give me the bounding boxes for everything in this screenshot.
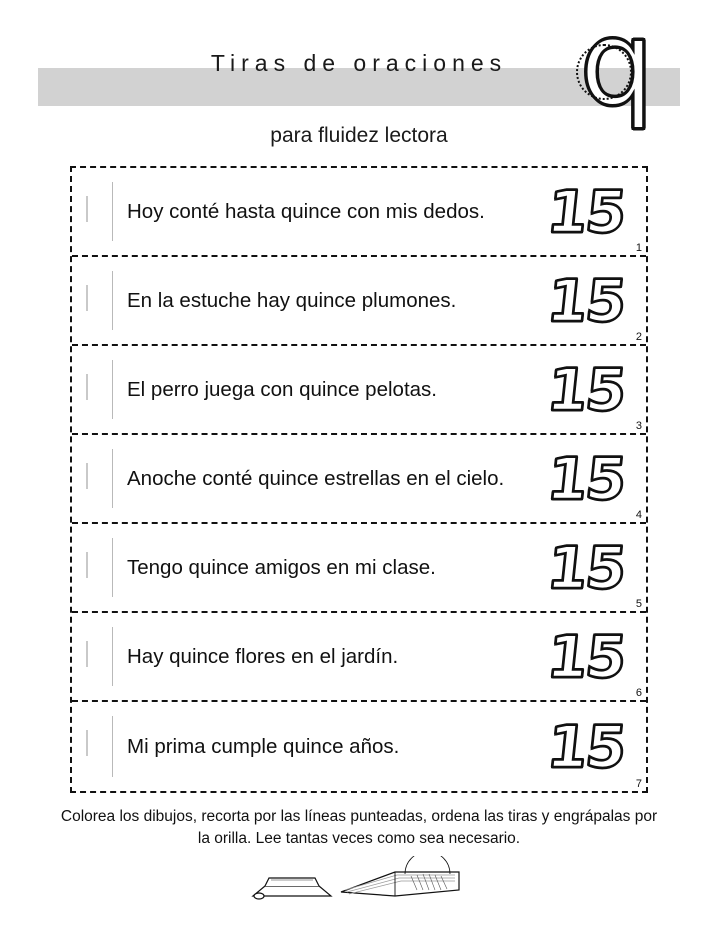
sentence-strip [72,702,646,791]
strip-staple-line [112,182,113,241]
strip-staple-line [112,716,113,777]
strip-numeral: 15 [544,444,628,513]
strip-index: 7 [635,778,642,790]
strip-tick-mark [86,463,88,489]
strip-numeral: 15 [544,622,628,691]
strip-staple-line [112,449,113,508]
sentence-strip [72,435,646,524]
sentence-strip [72,613,646,702]
strip-index: 2 [635,331,642,343]
strip-sentence-text: El perro juega con quince pelotas. [127,377,437,401]
strip-tick-mark [86,196,88,222]
strip-sentence-text: Hay quince flores en el jardín. [127,644,399,668]
strip-numeral: 15 [544,712,628,781]
strip-staple-line [112,627,113,686]
strip-index: 4 [635,509,642,521]
strip-sentence-text: Anoche conté quince estrellas en el cielo. [127,466,505,490]
instructions-text: Colorea los dibujos, recorta por las líneas punteadas, ordena las tiras y engrápalas por la orilla. Lee tantas veces como sea necesario. [60,808,658,848]
letter-q-glyph: q [579,0,655,132]
strip-index: 6 [635,687,642,699]
stapler-icon [245,856,475,908]
strip-index: 5 [635,598,642,610]
strip-numeral: 15 [544,533,628,602]
strip-staple-line [112,538,113,597]
strip-tick-mark [86,552,88,578]
letter-q-dotted-circle [576,44,632,100]
strip-sentence-text: Mi prima cumple quince años. [127,734,400,758]
sentence-strip [72,257,646,346]
strip-numeral: 15 [544,266,628,335]
strip-tick-mark [86,730,88,756]
sentence-strip [72,346,646,435]
strip-tick-mark [86,374,88,400]
sentence-strips-container [70,166,648,793]
strip-tick-mark [86,285,88,311]
page-title: Tiras de oraciones [210,50,508,76]
strip-sentence-text: En la estuche hay quince plumones. [127,288,457,312]
strip-sentence-text: Tengo quince amigos en mi clase. [127,555,436,579]
strip-staple-line [112,271,113,330]
strip-index: 3 [635,420,642,432]
page-subtitle: para fluidez lectora [270,124,448,147]
sentence-strip [72,168,646,257]
strip-sentence-text: Hoy conté hasta quince con mis dedos. [127,199,485,223]
strip-staple-line [112,360,113,419]
strip-tick-mark [86,641,88,667]
sentence-strip [72,524,646,613]
strip-numeral: 15 [544,355,628,424]
strip-index: 1 [635,242,642,254]
strip-numeral: 15 [544,177,628,246]
